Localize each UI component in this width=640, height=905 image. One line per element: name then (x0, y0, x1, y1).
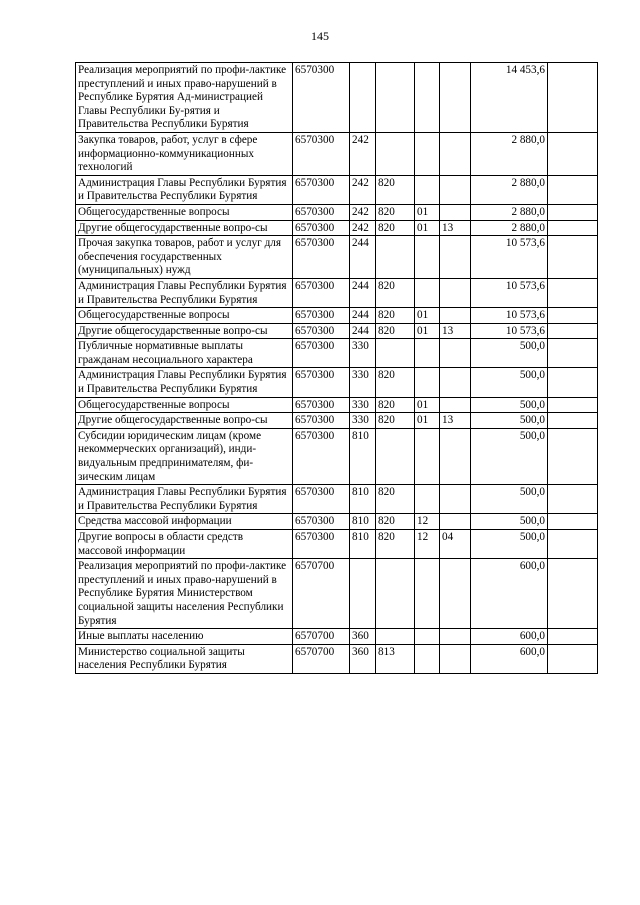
subsection-code-cell (440, 132, 471, 175)
expense-name-cell: Администрация Главы Республики Бурятия и Правительства Республики Бурятия (76, 175, 293, 204)
amount-cell: 500,0 (471, 514, 548, 530)
expense-name-cell: Другие вопросы в области средств массовой информации (76, 530, 293, 559)
subsection-code-cell: 04 (440, 530, 471, 559)
empty-cell (548, 308, 598, 324)
empty-cell (548, 397, 598, 413)
administrator-code-cell: 820 (376, 514, 415, 530)
subsection-code-cell (440, 175, 471, 204)
administrator-code-cell: 820 (376, 308, 415, 324)
subsection-code-cell (440, 629, 471, 645)
amount-cell: 2 880,0 (471, 220, 548, 236)
section-code-cell: 01 (415, 204, 440, 220)
expense-name-cell: Иные выплаты населению (76, 629, 293, 645)
amount-cell: 10 573,6 (471, 278, 548, 307)
section-code-cell (415, 339, 440, 368)
target-item-code-cell: 6570300 (293, 339, 350, 368)
empty-cell (548, 63, 598, 133)
amount-cell: 500,0 (471, 530, 548, 559)
subsection-code-cell (440, 559, 471, 629)
expense-type-code-cell: 244 (350, 236, 376, 279)
expense-name-cell: Общегосударственные вопросы (76, 204, 293, 220)
expense-type-code-cell: 242 (350, 132, 376, 175)
expense-name-cell: Другие общегосударственные вопро-сы (76, 413, 293, 429)
target-item-code-cell: 6570700 (293, 644, 350, 673)
section-code-cell (415, 485, 440, 514)
target-item-code-cell: 6570300 (293, 63, 350, 133)
target-item-code-cell: 6570300 (293, 220, 350, 236)
table-row (76, 63, 598, 133)
expense-name-cell: Реализация мероприятий по профи-лактике преступлений и иных право-нарушений в Республике Бурятия Ад-министрацией Главы Республики Бу-рятия и Правительства Республики Бурятия (76, 63, 293, 133)
target-item-code-cell: 6570700 (293, 559, 350, 629)
administrator-code-cell: 820 (376, 323, 415, 339)
expense-name-cell: Реализация мероприятий по профи-лактике преступлений и иных право-нарушений в Республике Бурятия Министерством социальной защиты населения Республики Бурятия (76, 559, 293, 629)
table-row (76, 428, 598, 484)
subsection-code-cell (440, 397, 471, 413)
target-item-code-cell: 6570300 (293, 132, 350, 175)
expense-name-cell: Субсидии юридическим лицам (кроме некоммерческих организаций), инди-видуальным предпринимателям, фи-зическим лицам (76, 428, 293, 484)
expense-name-cell: Средства массовой информации (76, 514, 293, 530)
expense-name-cell: Администрация Главы Республики Бурятия и Правительства Республики Бурятия (76, 278, 293, 307)
administrator-code-cell: 820 (376, 278, 415, 307)
expense-type-code-cell: 244 (350, 308, 376, 324)
subsection-code-cell (440, 514, 471, 530)
expense-type-code-cell (350, 63, 376, 133)
subsection-code-cell (440, 308, 471, 324)
table-row (76, 278, 598, 307)
expense-type-code-cell: 330 (350, 339, 376, 368)
section-code-cell: 12 (415, 514, 440, 530)
table-row (76, 629, 598, 645)
subsection-code-cell (440, 236, 471, 279)
expense-type-code-cell: 330 (350, 397, 376, 413)
administrator-code-cell (376, 63, 415, 133)
table-row (76, 323, 598, 339)
expense-type-code-cell: 810 (350, 530, 376, 559)
empty-cell (548, 629, 598, 645)
expense-type-code-cell: 244 (350, 278, 376, 307)
administrator-code-cell: 820 (376, 204, 415, 220)
table-row (76, 204, 598, 220)
target-item-code-cell: 6570300 (293, 368, 350, 397)
expense-type-code-cell: 330 (350, 368, 376, 397)
expense-name-cell: Общегосударственные вопросы (76, 397, 293, 413)
expense-type-code-cell: 810 (350, 514, 376, 530)
subsection-code-cell (440, 644, 471, 673)
target-item-code-cell: 6570300 (293, 485, 350, 514)
empty-cell (548, 132, 598, 175)
subsection-code-cell: 13 (440, 220, 471, 236)
table-row (76, 559, 598, 629)
section-code-cell (415, 278, 440, 307)
expense-type-code-cell: 242 (350, 175, 376, 204)
target-item-code-cell: 6570300 (293, 236, 350, 279)
expense-name-cell: Публичные нормативные выплаты гражданам несоциального характера (76, 339, 293, 368)
amount-cell: 2 880,0 (471, 132, 548, 175)
administrator-code-cell: 820 (376, 220, 415, 236)
empty-cell (548, 323, 598, 339)
empty-cell (548, 485, 598, 514)
expense-name-cell: Администрация Главы Республики Бурятия и Правительства Республики Бурятия (76, 485, 293, 514)
administrator-code-cell (376, 339, 415, 368)
amount-cell: 500,0 (471, 428, 548, 484)
section-code-cell (415, 368, 440, 397)
target-item-code-cell: 6570300 (293, 278, 350, 307)
empty-cell (548, 339, 598, 368)
target-item-code-cell: 6570300 (293, 514, 350, 530)
subsection-code-cell (440, 428, 471, 484)
expense-name-cell: Закупка товаров, работ, услуг в сфере информационно-коммуникационных технологий (76, 132, 293, 175)
table-row (76, 132, 598, 175)
empty-cell (548, 175, 598, 204)
subsection-code-cell (440, 339, 471, 368)
target-item-code-cell: 6570300 (293, 175, 350, 204)
target-item-code-cell: 6570300 (293, 323, 350, 339)
empty-cell (548, 236, 598, 279)
administrator-code-cell: 820 (376, 368, 415, 397)
table-row (76, 175, 598, 204)
section-code-cell: 01 (415, 397, 440, 413)
amount-cell: 600,0 (471, 644, 548, 673)
section-code-cell: 01 (415, 413, 440, 429)
budget-table-body (76, 63, 598, 674)
expense-name-cell: Прочая закупка товаров, работ и услуг для обеспечения государственных (муниципальных) нужд (76, 236, 293, 279)
amount-cell: 10 573,6 (471, 308, 548, 324)
amount-cell: 500,0 (471, 413, 548, 429)
target-item-code-cell: 6570300 (293, 308, 350, 324)
empty-cell (548, 559, 598, 629)
section-code-cell (415, 175, 440, 204)
section-code-cell (415, 428, 440, 484)
section-code-cell (415, 63, 440, 133)
administrator-code-cell (376, 428, 415, 484)
amount-cell: 14 453,6 (471, 63, 548, 133)
table-row (76, 368, 598, 397)
amount-cell: 2 880,0 (471, 204, 548, 220)
table-row (76, 514, 598, 530)
section-code-cell (415, 644, 440, 673)
subsection-code-cell (440, 204, 471, 220)
section-code-cell: 01 (415, 220, 440, 236)
subsection-code-cell (440, 63, 471, 133)
amount-cell: 10 573,6 (471, 236, 548, 279)
section-code-cell: 01 (415, 308, 440, 324)
subsection-code-cell: 13 (440, 413, 471, 429)
administrator-code-cell (376, 132, 415, 175)
budget-table (75, 62, 598, 674)
expense-type-code-cell: 244 (350, 323, 376, 339)
table-row (76, 236, 598, 279)
amount-cell: 2 880,0 (471, 175, 548, 204)
expense-name-cell: Общегосударственные вопросы (76, 308, 293, 324)
expense-type-code-cell: 360 (350, 629, 376, 645)
empty-cell (548, 278, 598, 307)
amount-cell: 500,0 (471, 397, 548, 413)
administrator-code-cell: 820 (376, 175, 415, 204)
expense-type-code-cell: 242 (350, 204, 376, 220)
section-code-cell: 12 (415, 530, 440, 559)
expense-type-code-cell (350, 559, 376, 629)
administrator-code-cell: 820 (376, 397, 415, 413)
table-row (76, 308, 598, 324)
table-row (76, 530, 598, 559)
administrator-code-cell: 820 (376, 413, 415, 429)
target-item-code-cell: 6570300 (293, 397, 350, 413)
amount-cell: 600,0 (471, 629, 548, 645)
expense-type-code-cell: 810 (350, 428, 376, 484)
administrator-code-cell: 813 (376, 644, 415, 673)
amount-cell: 500,0 (471, 485, 548, 514)
administrator-code-cell (376, 629, 415, 645)
empty-cell (548, 428, 598, 484)
empty-cell (548, 644, 598, 673)
empty-cell (548, 413, 598, 429)
amount-cell: 500,0 (471, 339, 548, 368)
section-code-cell: 01 (415, 323, 440, 339)
section-code-cell (415, 132, 440, 175)
table-row (76, 413, 598, 429)
subsection-code-cell (440, 485, 471, 514)
administrator-code-cell (376, 559, 415, 629)
section-code-cell (415, 559, 440, 629)
expense-name-cell: Министерство социальной защиты населения Республики Бурятия (76, 644, 293, 673)
expense-name-cell: Администрация Главы Республики Бурятия и Правительства Республики Бурятия (76, 368, 293, 397)
target-item-code-cell: 6570300 (293, 428, 350, 484)
empty-cell (548, 530, 598, 559)
expense-name-cell: Другие общегосударственные вопро-сы (76, 220, 293, 236)
table-row (76, 339, 598, 368)
empty-cell (548, 514, 598, 530)
administrator-code-cell: 820 (376, 530, 415, 559)
empty-cell (548, 204, 598, 220)
page-number: 145 (311, 29, 329, 43)
administrator-code-cell (376, 236, 415, 279)
target-item-code-cell: 6570700 (293, 629, 350, 645)
expense-type-code-cell: 330 (350, 413, 376, 429)
section-code-cell (415, 629, 440, 645)
amount-cell: 10 573,6 (471, 323, 548, 339)
table-row (76, 397, 598, 413)
subsection-code-cell (440, 278, 471, 307)
amount-cell: 600,0 (471, 559, 548, 629)
table-row (76, 220, 598, 236)
administrator-code-cell: 820 (376, 485, 415, 514)
expense-name-cell: Другие общегосударственные вопро-сы (76, 323, 293, 339)
empty-cell (548, 368, 598, 397)
expense-type-code-cell: 360 (350, 644, 376, 673)
amount-cell: 500,0 (471, 368, 548, 397)
empty-cell (548, 220, 598, 236)
target-item-code-cell: 6570300 (293, 413, 350, 429)
table-row (76, 485, 598, 514)
expense-type-code-cell: 810 (350, 485, 376, 514)
table-row (76, 644, 598, 673)
subsection-code-cell (440, 368, 471, 397)
section-code-cell (415, 236, 440, 279)
expense-type-code-cell: 242 (350, 220, 376, 236)
target-item-code-cell: 6570300 (293, 204, 350, 220)
target-item-code-cell: 6570300 (293, 530, 350, 559)
subsection-code-cell: 13 (440, 323, 471, 339)
